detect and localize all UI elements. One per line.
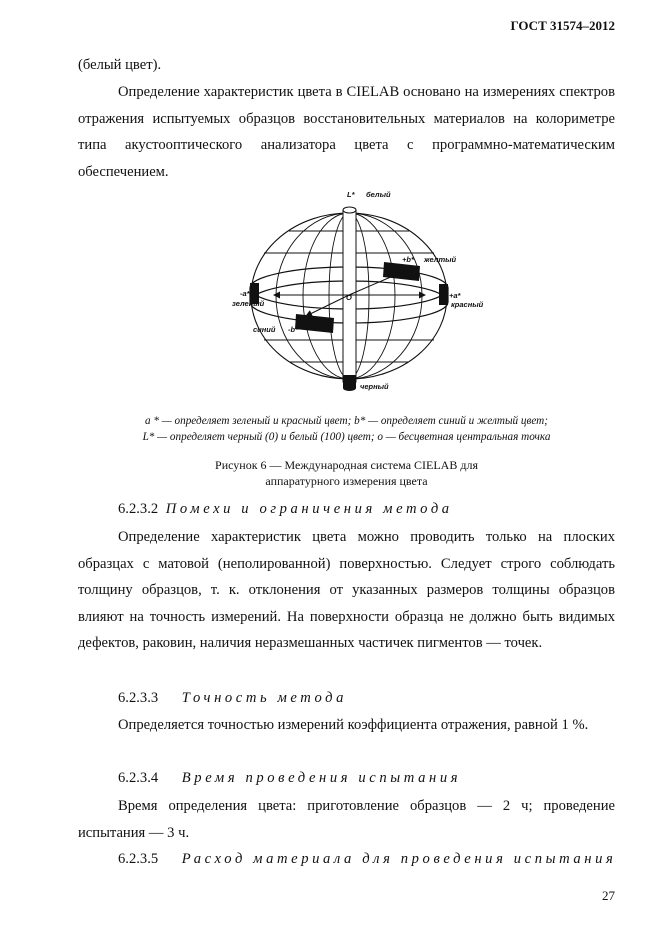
origin-label: O [346, 293, 352, 302]
paragraph-limitations: Определение характеристик цвета можно проводить только на плоских образцах с матовой (неполированной) поверхностью. Следует строго соблюдать толщину образцов, т. к. отклонения от указанных размеров толщины образцов влияют на точность измерений. На поверхности образца не должно быть видимых дефектов, раковин, наличия неразмешанных частичек пигментов — точек. [78, 529, 615, 651]
plus-b-arrow [349, 273, 400, 295]
red-segment-block [439, 284, 448, 305]
figure-caption-line-2: аппаратурного измерения цвета [265, 474, 428, 488]
blue-label: синий [253, 325, 276, 334]
black-label: черный [360, 382, 389, 391]
page-number: 27 [602, 888, 615, 903]
section-title: Точность метода [181, 690, 348, 706]
blue-segment-block [295, 314, 334, 333]
l-star-label: L* [347, 190, 355, 199]
section-heading-6-2-3-2 [118, 501, 453, 518]
paragraph-continuation: (белый цвет). [78, 57, 162, 73]
green-label: зеленый [232, 299, 265, 308]
yellow-label: желтый [424, 255, 457, 264]
document-header: ГОСТ 31574–2012 [510, 18, 615, 33]
figure-legend-line-1: a * — определяет зеленый и красный цвет; b* — определяет синий и желтый цвет; [145, 415, 548, 427]
white-label: белый [366, 190, 391, 199]
section-number: 6.2.3.3 [118, 690, 159, 706]
minus-a-label: -a* [240, 289, 250, 298]
black-axis-bottom [343, 385, 356, 391]
plus-b-label: +b* [402, 255, 414, 264]
section-title: Помехи и ограничения метода [165, 501, 453, 517]
figure-caption-line-1: Рисунок 6 — Международная система CIELAB для [215, 458, 478, 472]
section-number: 6.2.3.4 [118, 770, 159, 786]
section-heading-6-2-3-3 [118, 690, 347, 707]
red-label: красный [451, 300, 484, 309]
minus-b-label: -b* [288, 325, 298, 334]
section-title: Время проведения испытания [181, 770, 462, 786]
section-heading-6-2-3-4 [118, 770, 461, 787]
plus-a-label: +a* [449, 291, 461, 300]
section-heading-6-2-3-5 [118, 851, 616, 868]
paragraph-cielab-intro: Определение характеристик цвета в CIELAB основано на измерениях спектров отражения испытуемых образцов восстановительных материалов на колориметре типа акустооптического анализатора цвета с программно-математическим обеспечением. [78, 84, 615, 180]
section-number: 6.2.3.5 [118, 851, 159, 867]
paragraph-accuracy: Определяется точностью измерений коэффициента отражения, равной 1 %. [118, 717, 589, 733]
lightness-axis-top [343, 207, 356, 213]
paragraph-test-time: Время определения цвета: приготовление образцов — 2 ч; проведение испытания — 3 ч. [78, 798, 615, 841]
section-title: Расход материала для проведения испытания [181, 851, 617, 867]
cielab-sphere-figure [200, 184, 500, 396]
figure-legend-line-2: L* — определяет черный (0) и белый (100) цвет; o — бесцветная центральная точка [142, 431, 551, 443]
section-number: 6.2.3.2 [118, 501, 159, 517]
